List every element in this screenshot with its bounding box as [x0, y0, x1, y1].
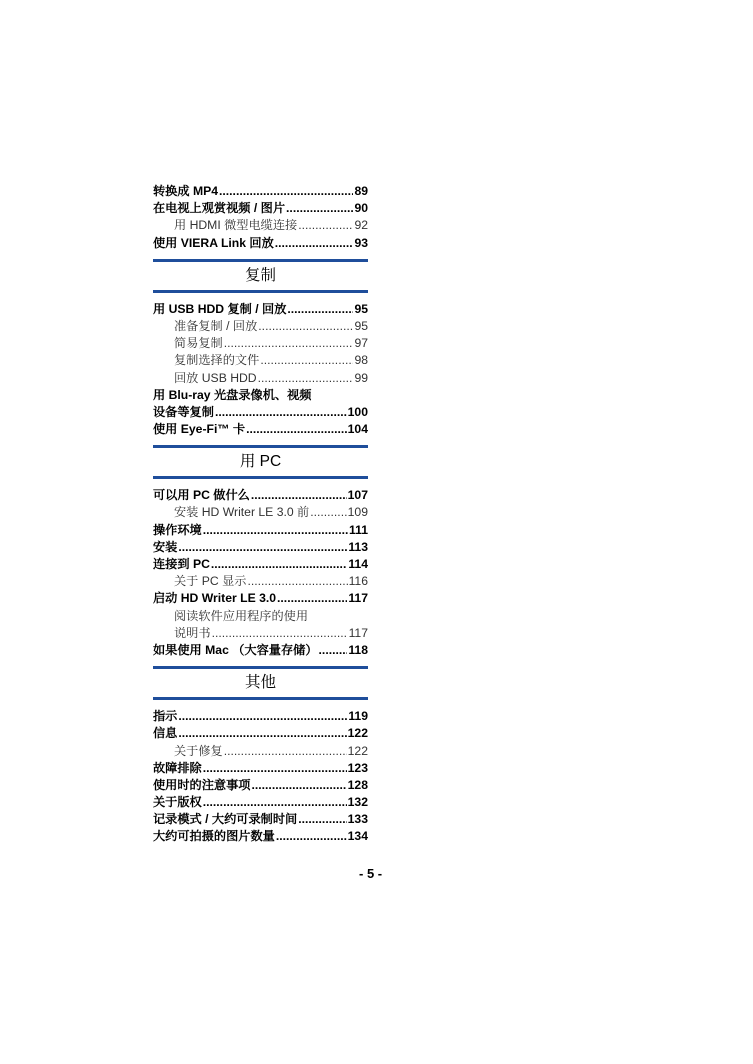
toc-entry-page: 95 — [354, 301, 368, 316]
dot-leader — [260, 352, 353, 369]
dot-leader — [247, 573, 347, 590]
toc-entry[interactable] — [153, 777, 368, 794]
toc-entry-page: 128 — [347, 777, 368, 792]
toc-entry-page: 133 — [347, 812, 368, 827]
toc-entry-title: 信息 — [153, 726, 178, 741]
toc-subentry[interactable] — [153, 625, 368, 642]
section-heading — [153, 666, 368, 700]
dot-leader — [203, 794, 347, 811]
toc-entry-title: 用 USB HDD 复制 / 回放 — [153, 301, 287, 316]
table-of-contents — [153, 183, 368, 846]
toc-entry[interactable] — [153, 708, 368, 725]
toc-entry-title: 操作环境 — [153, 522, 202, 537]
toc-entry-title: 安装 HD Writer LE 3.0 前 — [174, 505, 310, 520]
section-heading-text: 复制 — [244, 266, 276, 284]
dot-leader — [310, 504, 346, 521]
toc-entry-title: 使用 VIERA Link 回放 — [153, 235, 274, 250]
toc-entry[interactable] — [153, 811, 368, 828]
toc-entry-page: 111 — [349, 522, 368, 537]
toc-entry[interactable] — [153, 725, 368, 742]
dot-leader — [277, 590, 347, 607]
dot-leader — [258, 318, 353, 335]
toc-entry-title: 转换成 MP4 — [153, 184, 219, 198]
toc-subentry[interactable] — [153, 504, 368, 521]
toc-entry-title: 安装 — [153, 539, 178, 554]
toc-entry-page: 119 — [348, 709, 368, 724]
section-heading — [153, 445, 368, 479]
toc-entry-page: 123 — [347, 760, 368, 775]
dot-leader — [319, 642, 348, 659]
dot-leader — [203, 522, 348, 539]
toc-entry-page: 92 — [354, 218, 368, 233]
toc-entry-title: 复制选择的文件 — [174, 353, 260, 368]
toc-entry[interactable] — [153, 183, 368, 200]
toc-subentry[interactable] — [153, 370, 368, 387]
toc-entry[interactable] — [153, 421, 368, 438]
toc-entry[interactable] — [153, 590, 368, 607]
heading-rule-bottom — [153, 697, 368, 700]
toc-entry-title: 使用时的注意事项 — [153, 777, 251, 792]
toc-entry-title: 可以用 PC 做什么 — [153, 488, 250, 503]
toc-entry[interactable] — [153, 522, 368, 539]
toc-entry-title: 在电视上观赏视频 / 图片 — [153, 201, 286, 216]
toc-entry[interactable] — [153, 828, 368, 845]
toc-entry-page: 122 — [347, 743, 368, 758]
toc-entry-title: 说明书 — [174, 625, 211, 640]
toc-entry-title: 大约可拍摄的图片数量 — [153, 829, 275, 844]
toc-entry[interactable] — [153, 235, 368, 252]
dot-leader — [252, 777, 347, 794]
dot-leader — [286, 200, 353, 217]
dot-leader — [215, 404, 347, 421]
toc-entry-page: 118 — [348, 642, 368, 657]
toc-entry-title: 使用 Eye-Fi™ 卡 — [153, 422, 246, 437]
dot-leader — [219, 183, 353, 200]
toc-subentry[interactable] — [153, 318, 368, 335]
toc-entry-page: 98 — [354, 353, 368, 368]
toc-entry-title: 连接到 PC — [153, 557, 210, 571]
toc-entry-page: 107 — [347, 488, 368, 503]
toc-entry-page: 89 — [354, 184, 368, 198]
section-heading-text: 用 PC — [239, 453, 282, 471]
toc-subentry[interactable] — [153, 573, 368, 590]
toc-entry-page: 113 — [348, 539, 368, 554]
toc-entry[interactable] — [153, 387, 368, 404]
toc-entry-page: 117 — [348, 625, 368, 640]
dot-leader — [276, 828, 347, 845]
section-heading-text: 其他 — [244, 674, 276, 692]
toc-subentry[interactable] — [153, 352, 368, 369]
toc-entry[interactable] — [153, 642, 368, 659]
dot-leader — [246, 421, 347, 438]
dot-leader — [251, 487, 347, 504]
dot-leader — [298, 811, 346, 828]
toc-subentry[interactable] — [153, 743, 368, 760]
toc-entry-page: 116 — [348, 574, 368, 589]
heading-rule-bottom — [153, 476, 368, 479]
toc-entry-title: 用 Blu-ray 光盘录像机、视频 — [153, 387, 312, 402]
heading-rule-bottom — [153, 290, 368, 293]
toc-entry-title: 用 HDMI 微型电缆连接 — [174, 218, 298, 233]
toc-entry-page: 100 — [347, 404, 368, 419]
toc-entry[interactable] — [153, 487, 368, 504]
section-heading — [153, 259, 368, 293]
dot-leader — [211, 556, 347, 573]
toc-subentry[interactable] — [153, 335, 368, 352]
toc-entry-page: 122 — [347, 726, 368, 741]
toc-entry-title: 准备复制 / 回放 — [174, 318, 258, 333]
toc-entry[interactable] — [153, 200, 368, 217]
toc-entry-title: 简易复制 — [174, 336, 223, 351]
dot-leader — [258, 370, 354, 387]
dot-leader — [275, 235, 354, 252]
toc-entry-page: 99 — [354, 370, 368, 385]
toc-entry-page: 90 — [354, 201, 368, 216]
toc-entry-title: 关于修复 — [174, 743, 223, 758]
toc-entry-page: 104 — [347, 422, 368, 437]
toc-entry-title: 阅读软件应用程序的使用 — [174, 608, 309, 623]
toc-entry-title: 关于版权 — [153, 795, 202, 810]
toc-entry-title: 回放 USB HDD — [174, 370, 257, 385]
dot-leader — [178, 725, 346, 742]
dot-leader — [224, 335, 354, 352]
toc-entry[interactable] — [153, 556, 368, 573]
toc-entry-page: 97 — [354, 336, 368, 351]
page-number-text: - 5 - — [359, 866, 383, 881]
dot-leader — [212, 625, 348, 642]
dot-leader — [178, 539, 347, 556]
toc-entry-title: 指示 — [153, 709, 178, 724]
toc-entry-title: 记录模式 / 大约可录制时间 — [153, 812, 298, 827]
toc-entry[interactable] — [153, 404, 368, 421]
toc-entry-title: 如果使用 Mac （大容量存储） — [153, 642, 318, 657]
dot-leader — [298, 217, 353, 234]
toc-entry-title: 启动 HD Writer LE 3.0 — [153, 591, 277, 606]
toc-entry-page: 114 — [348, 557, 368, 571]
toc-entry[interactable] — [153, 539, 368, 556]
toc-entry-title: 关于 PC 显示 — [174, 574, 247, 589]
toc-entry[interactable] — [153, 794, 368, 811]
toc-subentry[interactable] — [153, 608, 368, 625]
toc-entry-page: 95 — [354, 318, 368, 333]
toc-entry-page: 132 — [347, 795, 368, 810]
toc-entry-page: 134 — [347, 829, 368, 844]
toc-entry-title: 故障排除 — [153, 760, 202, 775]
dot-leader — [287, 301, 353, 318]
toc-entry[interactable] — [153, 760, 368, 777]
toc-entry-page: 109 — [347, 505, 368, 520]
toc-entry-page: 117 — [348, 591, 368, 606]
toc-subentry[interactable] — [153, 217, 368, 234]
dot-leader — [178, 708, 347, 725]
toc-entry-page: 93 — [354, 235, 368, 250]
dot-leader — [224, 743, 347, 760]
toc-entry[interactable] — [153, 301, 368, 318]
toc-entry-title: 设备等复制 — [153, 404, 214, 419]
dot-leader — [203, 760, 347, 777]
